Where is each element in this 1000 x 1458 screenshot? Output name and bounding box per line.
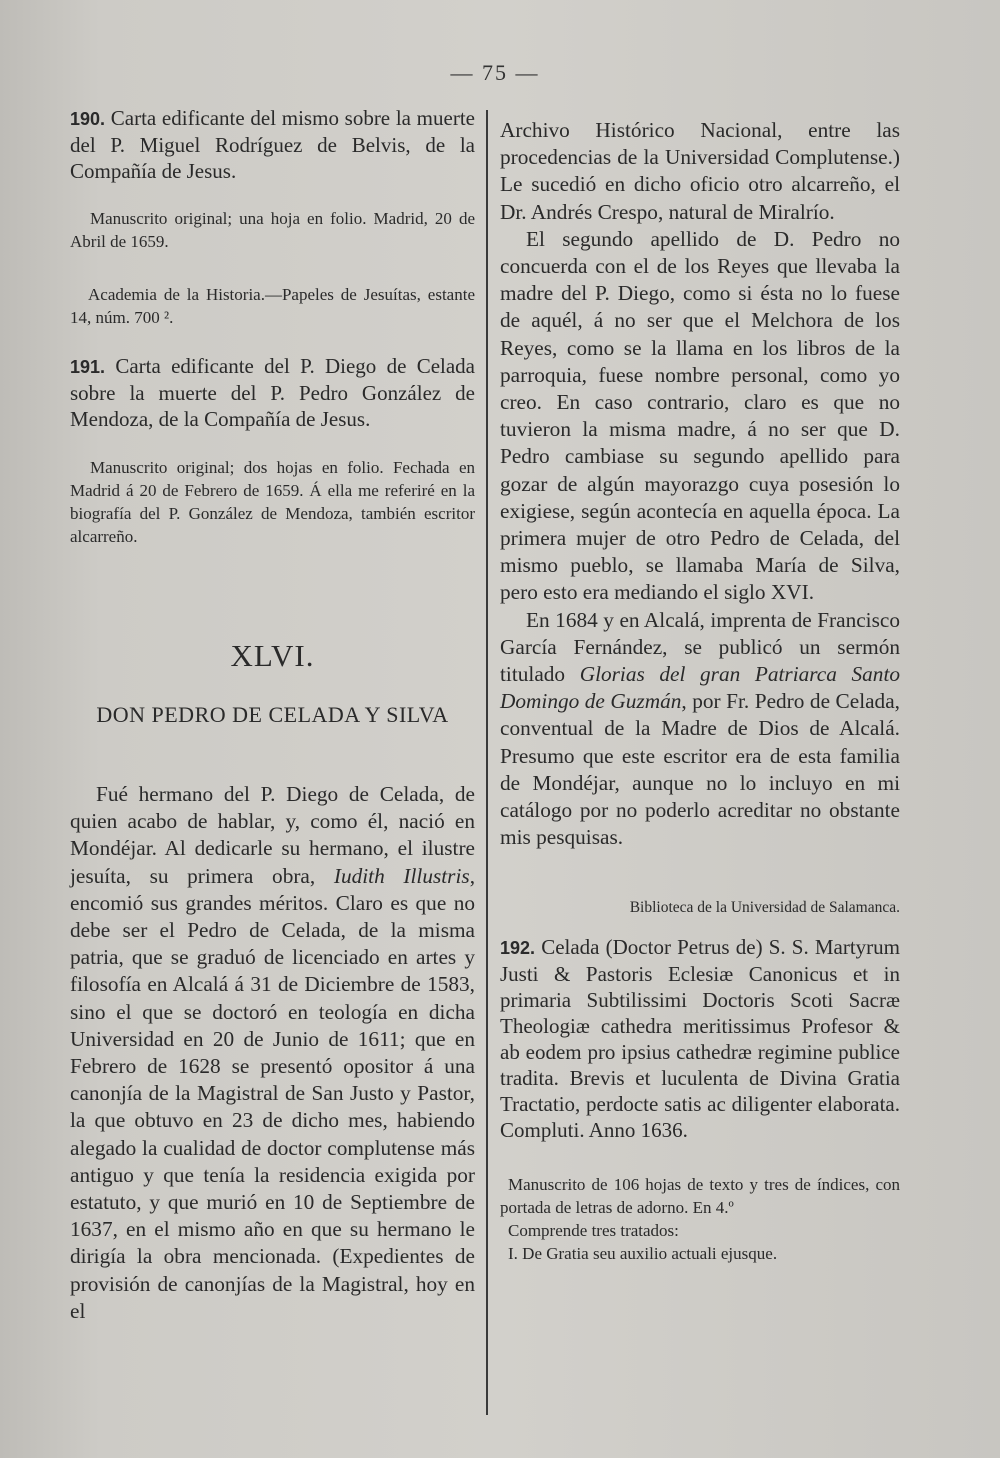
entry-192-note: Comprende tres tratados: — [508, 1221, 679, 1241]
entry-191-note: Manuscrito original; dos hojas en folio. Fechada en Madrid á 20 de Febrero de 1659. Á ella me referiré en la biografía del P. González de Mendoza, también escritor alcarreño. — [70, 458, 475, 546]
entry-192-note: I. De Gratia seu auxilio actuali ejusque. — [508, 1244, 778, 1264]
entry-number: 192. — [500, 938, 536, 959]
body-text: Fué hermano del P. Diego de Celada, de quien acabo de hablar, y, como él, nació en Mondéjar. Al dedicarle su hermano, el ilustre jesuíta, su primera obra, — [70, 782, 475, 888]
entry-number: 191. — [70, 357, 106, 377]
column-divider — [486, 110, 488, 1415]
entry-text: Carta edificante del P. Diego de Celada sobre la muerte del P. Pedro González de Mendoza, de la Compañía de Jesus. — [70, 354, 476, 431]
right-column — [500, 100, 900, 1265]
entry-text: Celada (Doctor Petrus de) S. S. Martyrum Justi & Pastoris Eclesiæ Canonicus et in primaria Subtilissimi Doctoris Scoti Sacræ Theologiæ cathedra meritissimus Profesor & ab eodem pro ipsius cathedræ regimine publice tradita. Brevis et luculenta de Divina Gratia Tractatio, perdocte satis ac diligenter elaborata. Compluti. Anno 1636. — [500, 935, 901, 1143]
entry-190 — [70, 105, 475, 184]
entry-190-note: Manuscrito original; una hoja en folio. Madrid, 20 de Abril de 1659. — [70, 209, 475, 251]
entry-190-location: Academia de la Historia.—Papeles de Jesuítas, estante 14, núm. 700 ². — [70, 285, 475, 327]
sermon-title-italic: Glorias del gran Patriarca Santo Domingo de Guzmán — [500, 662, 901, 714]
entry-191 — [70, 353, 475, 432]
body-paragraph — [500, 607, 900, 852]
library-citation: Biblioteca de la Universidad de Salamanca. — [629, 899, 900, 917]
left-column — [70, 100, 475, 1325]
page-number: — 75 — — [450, 60, 540, 85]
body-text: , por Fr. Pedro de Celada, conventual de la Madre de Dios de Alcalá. Presumo que este escritor era de esta familia de Mondéjar, aunque no lo incluyo en mi catálogo por no poderlo acreditar no obstante mis pesquisas. — [500, 689, 900, 850]
chapter-number: XLVI. — [230, 638, 315, 673]
body-paragraph: El segundo apellido de D. Pedro no concuerda con el de los Reyes que llevaba la madre del P. Diego, como si ésta no lo fuese de aquél, á no ser que el Melchora de los Reyes, como se la llama en los libros de la parroquia, fuese nombre personal, como yo creo. En caso contrario, claro es que no tuvieron la misma madre, á no ser que D. Pedro cambiase su segundo apellido para gozar de algún mayorazgo cuya posesión lo exigiese, según acontecía en aquella época. La primera mujer de otro Pedro de Celada, del mismo pueblo, se llamaba María de Silva, pero esto era mediando el siglo XVI. — [500, 226, 900, 605]
entry-192-note: Manuscrito de 106 hojas de texto y tres de índices, con portada de letras de adorno. En 4.º — [500, 1175, 900, 1218]
book-title-italic: Iudith Illustris — [333, 863, 470, 888]
entry-text: Carta edificante del mismo sobre la muerte del P. Miguel Rodríguez de Belvis, de la Compañía de Jesus. — [70, 106, 475, 183]
body-text: En 1684 y en Alcalá, imprenta de Francisco García Fernández, se publicó un sermón titulado — [500, 607, 900, 687]
entry-number: 190. — [70, 109, 106, 129]
body-paragraph-continued: Archivo Histórico Nacional, entre las procedencias de la Universidad Complutense.) Le sucedió en dicho oficio otro alcarreño, el Dr. Andrés Crespo, natural de Miralrío. — [500, 118, 900, 224]
body-paragraph — [70, 781, 475, 1325]
chapter-title: DON PEDRO DE CELADA Y SILVA — [96, 702, 449, 727]
entry-192 — [500, 934, 900, 1143]
body-text: , encomió sus grandes méritos. Claro es que no debe ser el Pedro de Celada, de la misma patria, que se graduó de licenciado en artes y filosofía en Alcalá á 31 de Diciembre de 1583, sino el que se doctoró en teología en dicha Universidad en 20 de Junio de 1611; que en Febrero de 1628 se presentó opositor á una canonjía de la Magistral de San Justo y Pastor, la que obtuvo en 23 de dicho mes, habiendo alegado la cualidad de doctor complutense más antiguo y que tenía la residencia exigida por estatuto, y que murió en 10 de Septiembre de 1637, en el mismo año en que su hermano le dirigía la obra mencionada. (Expedientes de provisión de canonjías de la Magistral, hoy en el — [70, 863, 476, 1323]
